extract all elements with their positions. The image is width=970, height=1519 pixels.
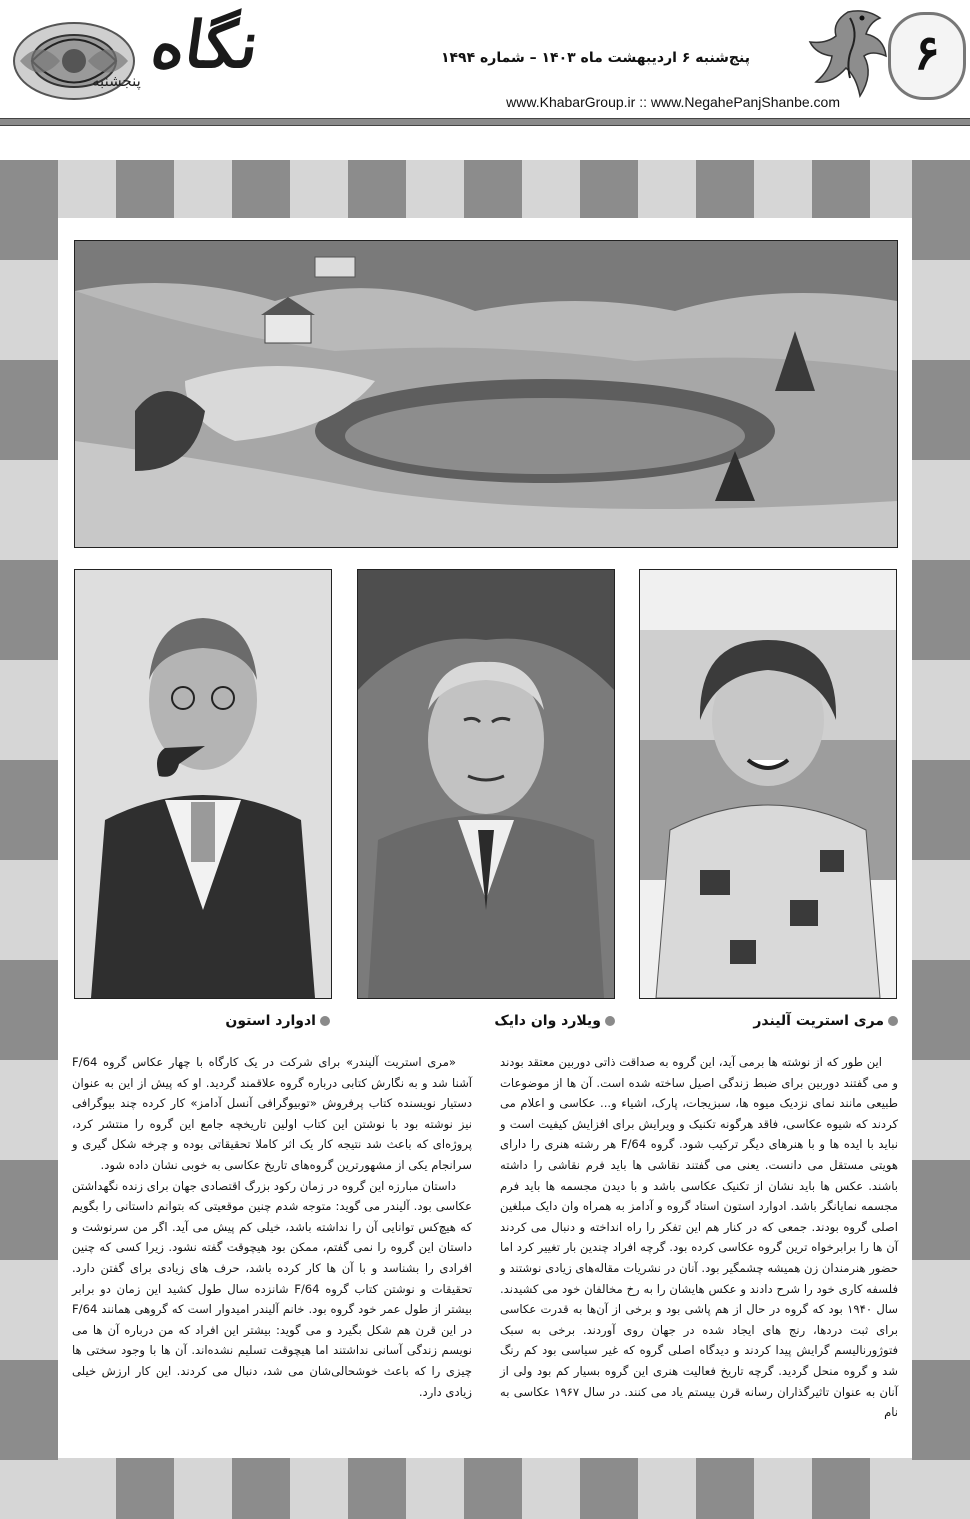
bullet-icon <box>605 1016 615 1026</box>
issue-date: پنج‌شنبه ۶ اردیبهشت ماه ۱۴۰۳ – شماره ۱۴۹۴ <box>440 50 750 66</box>
portrait-photo-mary-street-alinder <box>639 569 897 999</box>
caption-willard-van-dyke <box>370 1013 615 1035</box>
caption-text: ویلارد وان دایک <box>494 1013 601 1029</box>
paragraph: این طور که از نوشته ها برمی آید، این گروه به صداقت ذاتی دوربین معتقد بودند و می گفتند دوربین برای ضبط زندگی اصیل ساخته شده است. آن ها از موضوعات طبیعی مانند نمای نزدیک میوه ها، سبزیجات، پارک، اشیاء و... عکاسی و اعلام می کردند که شیوه عکاسی، فاقد هرگونه تکنیک و ویرایش برای افزایش کیفیت است و نباید با ایده ها و با هنرهای دیگر ترکیب شود. گروه F/64 هر رشته هنری را دارای هویتی مستقل می دانست. یعنی می گفتند نقاشی ها باید فرم نقاشی را داشته باشند. عکس ها باید نشان از تکنیک عکاسی باشد و با دیدن مجسمه ها باید فرم مجسمه نمایانگر باشد. ادوارد استون استاد گروه و آدامز به همراه وان دایک مبلغین اصلی گروه بودند. جمعی که در کنار هم این تفکر را راه انداخته و دنبال می کردند آن ها را برابرخواه ترین گروه عکاسی کرده بود. گرچه افراد چندین بار تغییر کرد اما حضور هنرمندان زن همیشه چشمگیر بود. آنان در نشریات مقاله‌های زیادی نوشتند و فلسفه کاری خود را شرح دادند و عکس هایشان را به رخ مخالفان خود می کشیدند. سال ۱۹۴۰ بود که گروه در حال از هم پاشی بود و برخی از آن‌ها به قدرت عکاسی برای ثبت دردها، رنج های ایجاد شده در جهان روی آوردند. برخی به سبک فتوژورنالیسم گرایش پیدا کردند و دیدگاه اصلی گروه که غیر سیاسی بود کم رنگ شد و گروه منحل گردید. گرچه تاریخ فعالیت هنری این گروه بسیار کم بود ولی از آنان به عنوان تاثیرگذاران رسانه قرن بیستم یاد می کنند. در سال ۱۹۶۷ عکاسی به نام <box>500 1055 899 1420</box>
phoenix-icon <box>806 4 890 104</box>
page-number: ۶ <box>914 25 940 81</box>
page-badge <box>888 12 966 100</box>
portrait-photo-willard-van-dyke <box>357 569 615 999</box>
paragraph: «مری استریت آلیندر» برای شرکت در یک کارگاه با چهار عکاس گروه F/64 آشنا شد و به نگارش کتابی درباره گروه علاقمند گردید. او که پیش از این به عنوان دستیار نویسنده کتاب پرفروش «توبیوگرافی آنسل آدامز» کار کرده چند بیوگرافی نیز نوشته بود با نوشتن این کتاب اولین تاریخچه جامع این گروه را منتشر کرد، پروژه‌ای که باعث شد نتیجه کار یک اثر کاملا تحقیقاتی بوده و چرخه شکل گیری و سرانجام یکی از مشهورترین گروه‌های تاریخ عکاسی به خوبی نشان داده شود. <box>72 1055 472 1172</box>
caption-edward-weston <box>90 1013 330 1035</box>
article-column-right <box>500 1052 898 1423</box>
masthead <box>0 0 970 135</box>
bullet-icon <box>888 1016 898 1026</box>
portrait-photo-edward-weston <box>74 569 332 999</box>
caption-mary-street-alinder <box>660 1013 898 1035</box>
header-rule <box>0 118 970 126</box>
caption-text: مری استریت آلیندر <box>753 1013 884 1029</box>
landscape-photo <box>74 240 898 548</box>
paragraph: داستان مبارزه این گروه در زمان رکود بزرگ اقتصادی جهان برای زنده نگهداشتن عکاسی بود. آلیندر می گوید: متوجه شدم چنین موقعیتی که بتوانم داستانی را بگویم که هیچ‌کس توانایی آن را نداشته باشد، خیلی کم پیش می آید. اگر من سرنوشت و داستان این گروه را نمی گفتم، ممکن بود هیچوقت گفته نشود. زیرا کسی که چنین افرادی را بشناسد و با آن ها کار کرده باشد، حرف های زیادی برای گفتن دارد. تحقیقات و نوشتن کتاب گروه F/64 شانزده سال طول کشید این زمان دو برابر بیشتر از طول عمر خود گروه بود. خانم آلیندر امیدوار است که گروهی همانند F/64 در این قرن هم شکل بگیرد و می گوید: بیشتر این افراد که من درباره آن ها می نویسم زندگی آسانی نداشتند اما هیچوقت تسلیم نشده‌اند. آن ها با وجود سختی ها چیزی را که باعث خوشحالی‌شان می شد، دنبال می کردند. این کار ارزش خیلی زیادی دارد. <box>72 1178 472 1399</box>
bullet-icon <box>320 1016 330 1026</box>
logo-subtitle: پنجشنبه <box>92 72 141 90</box>
caption-text: ادوارد استون <box>225 1013 316 1029</box>
article-column-left <box>72 1052 472 1402</box>
website-line: www.KhabarGroup.ir :: www.NegahePanjShanbe.com <box>506 94 840 110</box>
logo <box>92 8 312 118</box>
logo-text: نگاه <box>146 8 264 83</box>
